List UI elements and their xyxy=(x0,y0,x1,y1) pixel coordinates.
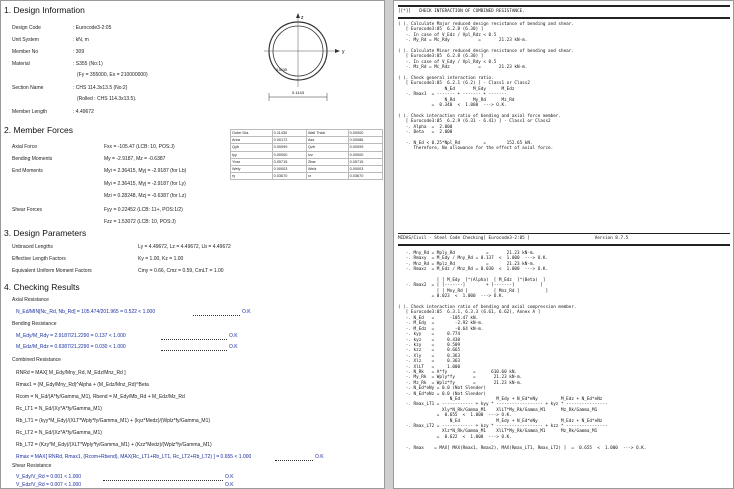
shear-ok: O.K xyxy=(225,474,234,480)
param-label: Unbraced Lengths xyxy=(12,244,53,250)
force-value: Fxx = -105.47 (LCB: 10, POS:J) xyxy=(104,144,175,150)
section-figure xyxy=(256,13,361,111)
force-label: Shear Forces xyxy=(12,207,43,213)
bending-ok: O.K xyxy=(229,333,238,339)
info-value: : 4.49672 xyxy=(73,109,94,115)
shear-check-line: V_Edz/V_Rd = 0.007 < 1.000 xyxy=(16,482,82,488)
section-property-table xyxy=(230,129,383,180)
info-label: Design Code xyxy=(12,25,41,31)
force-value: Myi = 2.36415, Myj = -2.9187 (for Lb) xyxy=(104,168,187,174)
info-value: : S355 (No:1) xyxy=(73,61,103,67)
force-label: Axial Force xyxy=(12,144,38,150)
section-design-information: 1. Design Information xyxy=(4,5,85,15)
report-block-2: -. Mny_Rd = Mply_Rd = 21.23 kN-m. -. Rmaxy = M_Edy / Mny_Rd = 0.137 < 1.000 ---> O.K. -. Mnz_Rd = Mplz_Rd = 21.23 kN-m. -. Rmaxz = M_Edz / Mnz_Rd = 0.030 < 1.000 ---> O.K. [ [ M_Edy ]^(Alpha) [ M_Edz ]^(Beta) ] -. Rmax2 = [ [-------] + [-------] ] [ [ Mny_Rd ] [ Mnz_Rd ] ] = 0.023 < 1.000 ---> O.K. ( ). Check interaction ratio of bending and axial compression member. [ Eurocode3:05 6.3.1, 6.3.3 (6.61, 6.62), Annex A ] -. N_Ed = -105.47 kN. -. M_Edy = -2.92 kN-m. -. M_Edz = -0.64 kN-m. -. kyy = 0.774 -. kyz = 0.430 -. kzy = 0.509 -. kzz = 0.665 -. Xly = 0.363 -. Xlz = 0.363 -. XlLT = 1.000 -. N_Rk = A*fy = 610.60 kN. -. My_Rk = Wply*fy = 21.23 kN-m. -. Mz_Rk = Wplz*fy = 21.23 kN-m. -. N_Ed*eNy = 0.0 (Not Slender) -. N_Ed*eNz = 0.0 (Not Slender) N_Ed M_Edy + N_Ed*eNy M_Edz + N_Ed*eNz -. Rmax_LT1 = ------------ + kyy * ------------------ + kyz * ---------------- Xly*N_Rk/Gamma_M1 XlLT*My_Rk/Gamma_M1 Mz_Rk/Gamma_M1 = 0.655 < 1.000 ---> O.K. N_Ed M_Edy + N_Ed*eNy M_Edz + N_Ed*eNz -. Rmax_LT2 = ------------ + kzy * ------------------ + kzz * ---------------- Xlz*N_Rk/Gamma_M1 XlLT*My_Rk/Gamma_M1 Mz_Rk/Gamma_M1 = 0.622 < 1.000 ---> O.K. -. Rmax = MAX[ MAX(Rmax1, Rmax2), MAX(Rmax_LT1, Rmax_LT2) ] = 0.655 < 1.000 ---> O.K. xyxy=(398,251,647,451)
info-label: Material xyxy=(12,61,30,67)
force-label: Bending Moments xyxy=(12,156,53,162)
info-value: (Fy = 355000, Es = 210000000) xyxy=(77,72,148,78)
table-row: Iyy 0.00000 Izz 0.00000 xyxy=(231,151,383,158)
bending-check-line: M_Edy/M_Rdy = 2.9187/21.2290 = 0.137 < 1.000 xyxy=(16,333,126,339)
report-heading-2: MIDAS/Civil - Steel Code Checking[ Eurocode3-2:05 ] Version 8.7.5 xyxy=(398,236,629,241)
table-row: Outer Dia. 0.11430 Wall Thick 0.00000 xyxy=(231,130,383,137)
combined-result-line: Rmax = MAX[ RNRd, Rmax1, (Rcom+Rbend), MAX(Rc_LT1+Rb_LT1, Rc_LT2+Rb_LT2) ] = 0.655 < 1.000 xyxy=(16,454,252,460)
info-value: (Rolled : CHS 114.3x13.5). xyxy=(77,96,137,102)
info-label: Member No xyxy=(12,49,39,55)
param-value: Ky = 1.00, Kz = 1.00 xyxy=(138,256,184,262)
section-checking-results: 4. Checking Results xyxy=(4,282,80,292)
table-row: Ybar 0.05715 Zbar 0.05715 xyxy=(231,158,383,165)
param-value: Cmy = 0.66, Cmz = 0.59, CmLT = 1.00 xyxy=(138,268,224,274)
text-report-panel xyxy=(393,0,734,489)
shear-ok: O.K xyxy=(225,482,234,488)
section-design-parameters: 3. Design Parameters xyxy=(4,228,87,238)
y-axis-label: y xyxy=(342,49,345,55)
diameter-label: 0.1143 xyxy=(292,90,304,95)
axial-title: Axial Resistance xyxy=(12,297,49,303)
combined-line: Rcom = N_Ed/(A*fy/Gamma_M1), Rbend = M_Edy/Mb_Rd + M_Edz/Mz_Rd xyxy=(16,394,185,400)
force-value: Mzi = 0.28248, Mzj = -0.6387 (for Lz) xyxy=(104,193,186,199)
report-heading-1: [[*]] CHECK INTERACTION OF COMBINED RESISTANCE. xyxy=(398,9,525,14)
info-label: Member Length xyxy=(12,109,48,115)
table-row: Qyb 0.00099 Qzb 0.00099 xyxy=(231,144,383,151)
param-label: Effective Length Factors xyxy=(12,256,66,262)
shear-check-line: V_Edy/V_Rd = 0.001 < 1.000 xyxy=(16,474,82,480)
combined-ok: O.K xyxy=(315,454,324,460)
thickness-label: 0.0135 xyxy=(276,68,287,72)
axial-check-line: N_Ed/MIN[Nc_Rd, Nb_Rd] = 105.474/201.965 = 0.522 < 1.000 xyxy=(16,309,156,315)
bending-title: Bending Resistance xyxy=(12,321,57,327)
combined-line: Rb_LT1 = (kyy*M_Edy)/(XLT*Wply*fy/Gamma_M1) + (kyz*Medz)/(Wplz*fy/Gamma_M1) xyxy=(16,418,211,424)
combined-line: Rc_LT2 = N_Ed/(Xz*A*fy/Gamma_M1) xyxy=(16,430,102,436)
force-value: Fzz = 1.53072 (LCB: 10, POS:J) xyxy=(104,219,176,225)
info-label: Unit System xyxy=(12,37,39,43)
report-block-1: ( ). Calculate Major reduced design resistance of bending and shear. [ Eurocode3:05 6.2.8 (6.30) ] -. In case of V_Edz / Vpl_Rdz < 0.5 -. My_Rd = Mc_Rdy = 21.23 kN-m. ( ). Calculate Minor reduced design resistance of bending and shear. [ Eurocode3:05 6.2.8 (6.30) ] -. In case of V_Edy / Vpl_Rdy < 0.5 -. Mz_Rd = Mc_Rdz = 21.23 kN-m. ( ). Check general interaction ratio. [ Eurocode3:05 6.2.1 (6.2) ] - Class1 or Class2 N_Ed M_Edy M_Edz -. Rmax1 = ------- + ------- + ------- N_Rd My_Rd Mz_Rd = 0.340 < 1.000 ---> O.K. ( ). Check interaction ratio of bending and axial force member. [ Eurocode3:05 6.2.9 (6.31 - 6.41) ] - Class1 or Class2 -. Alpha = 2.000 -. Beta = 2.000 -. N_Ed < 0.25*Npl_Rd = 152.65 kN. Therefore, No allowance for the effect of axial force. xyxy=(398,22,574,152)
combined-line: Rmax1 = (M_Edy/Mny_Rd)^Alpha + (M_Edz/Mnz_Rd)^Beta xyxy=(16,382,149,388)
bending-ok: O.K xyxy=(229,344,238,350)
table-row: Wely 0.00003 Welz 0.00003 xyxy=(231,165,383,172)
combined-line: Rc_LT1 = N_Ed/(Xy*A*fy/Gamma_M1) xyxy=(16,406,102,412)
param-value: Ly = 4.49672, Lz = 4.49672, Lb = 4.49672 xyxy=(138,244,231,250)
shear-title: Shear Resistance xyxy=(12,463,52,469)
z-axis-label: z xyxy=(301,15,304,21)
table-row: Area 0.00172 Asz 0.00086 xyxy=(231,137,383,144)
bending-check-line: M_Edz/M_Rdz = 0.6387/21.2290 = 0.030 < 1.000 xyxy=(16,344,126,350)
force-value: My = -2.9187, Mz = -0.6387 xyxy=(104,156,166,162)
force-label: End Moments xyxy=(12,168,43,174)
axial-ok: O.K xyxy=(242,309,251,315)
section-member-forces: 2. Member Forces xyxy=(4,125,73,135)
info-value: : 309 xyxy=(73,49,85,55)
info-value: : kN, m xyxy=(73,37,89,43)
info-value: : CHS 114.3x13.5 (No:2) xyxy=(73,85,128,91)
combined-line: Rb_LT2 = (Kzy*M_Edy)/(XLT*Wply*fy/Gamma_M1) + (Kzz*Medz)/(Wplz*fy/Gamma_M1) xyxy=(16,442,212,448)
combined-title: Combined Resistance xyxy=(12,357,61,363)
force-value: Myi = 2.36415, Myj = -2.9187 (for Ly) xyxy=(104,181,186,187)
table-row: ry 0.03670 rz 0.03670 xyxy=(231,173,383,180)
force-value: Fyy = 0.22452 (LCB: 11+, POS:1/2) xyxy=(104,207,183,213)
param-label: Equivalent Uniform Moment Factors xyxy=(12,268,92,274)
combined-line: RNRd = MAX[ M_Edy/Mny_Rd, M_Edz/Mnz_Rd ] xyxy=(16,370,126,376)
info-value: : Eurocode3-2:05 xyxy=(73,25,112,31)
info-label: Section Name xyxy=(12,85,44,91)
